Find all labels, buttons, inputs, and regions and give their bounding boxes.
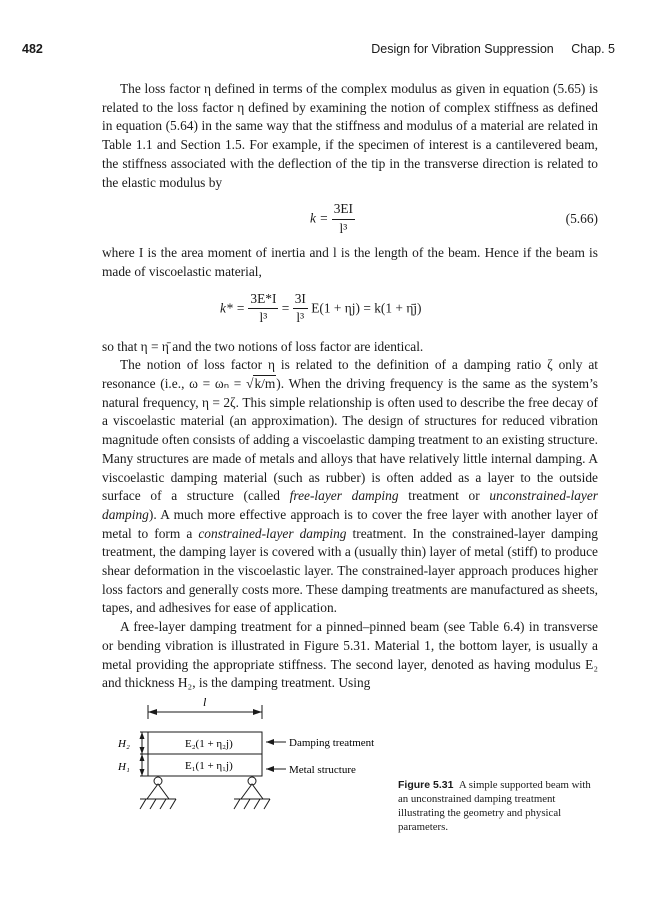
h2-arrow-down	[140, 747, 145, 754]
h1-label: H₁	[118, 761, 130, 773]
term-unconstrained-layer-damping: unconstrained-layer damping	[102, 488, 599, 522]
eq2-frac1-numerator: 3E*I	[248, 290, 278, 310]
paragraph-5: A free-layer damping treatment for a pinned–pinned beam (see Table 6.4) in transverse or bending vibration is illustrated in Figure 5.31. Material 1, the bottom layer, is usually a metal providing the appropriate stiffness. The second layer, denoted as having modulus E₂ and thickness H₂, is the damping treatment. Using	[102, 619, 598, 691]
para4-part-c: treatment or	[398, 488, 490, 504]
para4-part-e: treatment. In the constrained-layer damping treatment, the damping layer is covered with a (usually thin) layer of metal (stiff) to produce shear deformation in the viscoelastic layer. The constrained-layer approach produces higher loss factors and generally costs more. These damping treatments are manufactured as sheets, tapes, and adhesives for ease of application.	[102, 525, 598, 616]
paragraph-1: The loss factor η defined in terms of the complex modulus as given in equation (5.65) is related to the loss factor η defined by examining the notion of complex stiffness as defined in equation (5.64) in the same way that the stiffness and modulus of a material are related in Table 1.1 and Section 1.5. For example, if the specimen of interest is a cantilevered beam, the stiffness associated with the deflection of the tip in the transverse direction is related to the elastic modulus by	[102, 81, 598, 190]
eq2-rhs: E(1 + ηj) = k(1 + η̄j)	[311, 299, 422, 315]
figure-5-31	[110, 692, 647, 862]
body-text	[102, 80, 598, 693]
eq2-frac2-numerator: 3I	[293, 290, 308, 310]
para4-part-d: ). A much more effective approach is to cover the free layer with another layer of metal to form a	[102, 506, 598, 541]
eq566-numerator: 3EI	[332, 200, 355, 220]
length-arrow-left	[148, 709, 157, 715]
h2-arrow-up	[140, 732, 145, 739]
left-pin-support	[140, 777, 176, 809]
paragraph-2: where I is the area moment of inertia and l is the length of the beam. Hence if the beam is made of viscoelastic material,	[102, 245, 598, 279]
paragraph-3: so that η = η̄ and the two notions of loss factor are identical.	[102, 338, 424, 354]
eq566-lhs: k =	[310, 210, 329, 226]
equation-5-66	[102, 196, 598, 244]
eq2-lhs: k* =	[220, 299, 246, 315]
length-label: l	[203, 695, 207, 709]
h1-arrow-down	[140, 769, 145, 776]
eq2-fraction-1	[248, 290, 278, 328]
beam-diagram	[110, 692, 410, 862]
eq566-denominator: l³	[339, 220, 348, 236]
h2-label: H₂	[118, 738, 130, 750]
running-title-group	[371, 42, 615, 56]
eq2-frac2-denominator: l³	[296, 310, 305, 326]
term-free-layer-damping: free-layer damping	[289, 488, 399, 504]
equation-number: (5.66)	[565, 211, 598, 227]
metal-leader-arrow	[266, 766, 274, 772]
damping-treatment-label: Damping treatment	[289, 737, 375, 749]
figure-caption	[398, 778, 598, 834]
page-number: 482	[22, 42, 43, 56]
para4-sqrt: k/m	[254, 376, 276, 392]
caption-text: A simple supported beam with an unconstrained damping treatment illustrating the geometry and physical parameters.	[398, 779, 591, 833]
layer1-label: E₁(1 + η₁j)	[185, 760, 233, 772]
term-constrained-layer-damping: constrained-layer damping	[198, 525, 347, 541]
paragraph-4: The notion of loss factor η is related to the definition of a damping ratio ζ only at resonance (i.e., ω = ωₙ = √k/m). When the driving frequency is the same as the system’s natural frequency, η = 2ζ. This simple relationship is often used to describe the free decay of a viscoelastic material (an approximation). The design of structures for reduced vibration magnitude often consists of adding a viscoelastic damping treatment to an existing structure. Many structures are made of metals and alloys that have relatively little internal damping. A viscoelastic damping material (such as rubber) is often added as a layer to the outside surface of a structure (called free-layer damping treatment or unconstrained-layer damping). A much more effective approach is to cover the free layer with another layer of metal to form a constrained-layer damping treatment. In the constrained-layer damping treatment, the damping layer is covered with a (usually thin) layer of metal (stiff) to produce shear deformation in the viscoelastic layer. The constrained-layer approach produces higher loss factors and generally costs more. These damping treatments are manufactured as sheets, tapes, and adhesives for ease of application.	[102, 357, 599, 616]
right-pin-support	[234, 777, 270, 809]
eq2-equals: =	[281, 299, 290, 315]
eq566-fraction	[332, 200, 355, 238]
para4-part-a: The notion of loss factor η is related to the definition of a damping ratio ζ only at resonance (i.e., ω = ωₙ =	[102, 357, 598, 392]
h1-arrow-up	[140, 754, 145, 761]
caption-label: Figure 5.31	[398, 779, 454, 791]
eq2-frac1-denominator: l³	[259, 310, 268, 326]
damping-leader-arrow	[266, 739, 274, 745]
para4-part-b: ). When the driving frequency is the same as the system’s natural frequency, η = 2ζ. This simple relationship is often used to describe the free decay of a viscoelastic material (an approximation). The design of structures for reduced vibration magnitude often consists of adding a viscoelastic damping treatment to an existing structure. Many structures are made of metals and alloys that have relatively little internal damping. A viscoelastic damping material (such as rubber) is often added as a layer to the outside surface of a structure (called	[102, 376, 599, 504]
metal-structure-label: Metal structure	[289, 764, 356, 776]
length-arrow-right	[253, 709, 262, 715]
running-header	[0, 40, 647, 60]
eq2-fraction-2	[293, 290, 308, 328]
running-title: Design for Vibration Suppression	[371, 42, 554, 56]
layer2-label: E₂(1 + η₂j)	[185, 738, 233, 750]
chapter-label: Chap. 5	[571, 42, 615, 56]
equation-complex-stiffness	[102, 284, 598, 338]
